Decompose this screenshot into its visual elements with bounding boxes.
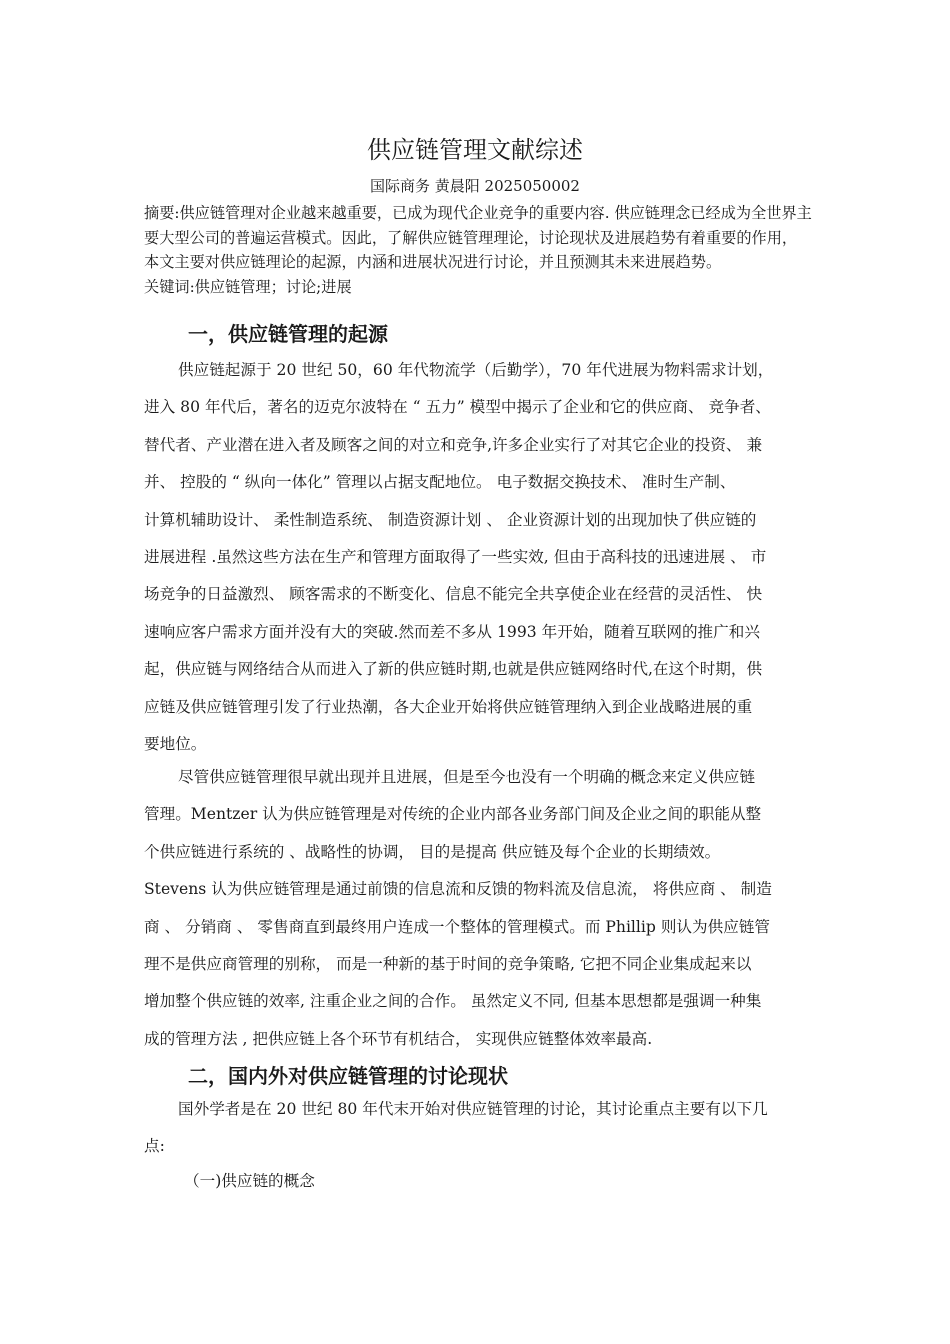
paragraph-line: 成的管理方法 , 把供应链上各个环节有机结合， 实现供应链整体效率最高. <box>144 1029 653 1048</box>
paragraph-line: 个供应链进行系统的 、战略性的协调， 目的是提高 供应链及每个企业的长期绩效。 <box>144 842 721 861</box>
paragraph-line: 场竞争的日益激烈、 顾客需求的不断变化、信息不能完全共享使企业在经营的灵活性、 快 <box>144 585 763 604</box>
keywords-text: 关键词:供应链管理；讨论;进展 <box>144 277 352 296</box>
subsection-heading: （一)供应链的概念 <box>184 1172 315 1190</box>
paragraph-line: 计算机辅助设计、 柔性制造系统、 制造资源计划 、 企业资源计划的出现加快了供应链的 <box>144 510 757 529</box>
paragraph-line: 增加整个供应链的效率, 注重企业之间的合作。 虽然定义不同, 但基本思想都是强调一种集 <box>144 992 762 1011</box>
paragraph-line: 起，供应链与网络结合从而进入了新的供应链时期,也就是供应链网络时代,在这个时期，供 <box>144 660 763 679</box>
section-2-paragraph-1 <box>144 1091 834 1166</box>
paragraph-line: 国外学者是在 20 世纪 80 年代末开始对供应链管理的讨论，其讨论重点主要有以下几 <box>178 1100 768 1118</box>
paragraph-line: 要地位。 <box>144 734 207 753</box>
paragraph-line: 商 、 分销商 、 零售商直到最终用户连成一个整体的管理模式。而 Phillip 则认为供应链管 <box>144 917 770 936</box>
author-line: 国际商务 黄晨阳 2025050002 <box>370 177 580 195</box>
paragraph-line: 管理。Mentzer 认为供应链管理是对传统的企业内部各业务部门间及企业之间的职能从整 <box>144 805 762 824</box>
abstract-block <box>144 201 812 299</box>
paragraph-line: 理不是供应商管理的别称， 而是一种新的基于时间的竞争策略, 它把不同企业集成起来以 <box>144 954 752 973</box>
abstract-text: 摘要:供应链管理对企业越来越重要，已成为现代企业竞争的重要内容. 供应链理念已经成为全世界主要大型公司的普遍运营模式。因此，了解供应链管理理论，讨论现状及进展趋势有着重要的作用，本文主要对供应链理论的起源，内涵和进展状况进行讨论，并且预测其未来进展趋势。 <box>144 204 812 271</box>
paragraph-line: 并、 控股的 “ 纵向一体化” 管理以占据支配地位。 电子数据交换技术、 准时生产制、 <box>144 473 736 492</box>
paragraph-line: 尽管供应链管理很早就出现并且进展，但是至今也没有一个明确的概念来定义供应链 <box>178 768 755 786</box>
paragraph-line: Stevens 认为供应链管理是通过前馈的信息流和反馈的物料流及信息流， 将供应商 、 制造 <box>144 880 772 899</box>
paragraph-line: 供应链起源于 20 世纪 50，60 年代物流学（后勤学），70 年代进展为物料需求计划， <box>178 361 774 379</box>
section-1-heading: 一，供应链管理的起源 <box>188 322 388 346</box>
section-2-heading: 二，国内外对供应链管理的讨论现状 <box>188 1064 508 1088</box>
paragraph-line: 应链及供应链管理引发了行业热潮，各大企业开始将供应链管理纳入到企业战略进展的重 <box>144 697 753 716</box>
document-title: 供应链管理文献综述 <box>367 136 583 164</box>
paragraph-line: 替代者、产业潜在进入者及顾客之间的对立和竞争,许多企业实行了对其它企业的投资、 兼 <box>144 435 763 454</box>
paragraph-line: 进入 80 年代后，著名的迈克尔波特在 “ 五力” 模型中揭示了企业和它的供应商、 竞争者、 <box>144 398 771 417</box>
paragraph-line: 进展进程 .虽然这些方法在生产和管理方面取得了一些实效, 但由于高科技的迅速进展 、 市 <box>144 547 767 566</box>
paragraph-line: 点: <box>144 1137 165 1156</box>
paragraph-line: 速响应客户需求方面并没有大的突破.然而差不多从 1993 年开始，随着互联网的推广和兴 <box>144 622 760 641</box>
section-1-paragraph-2 <box>144 759 834 1058</box>
section-1-paragraph-1 <box>144 352 834 763</box>
